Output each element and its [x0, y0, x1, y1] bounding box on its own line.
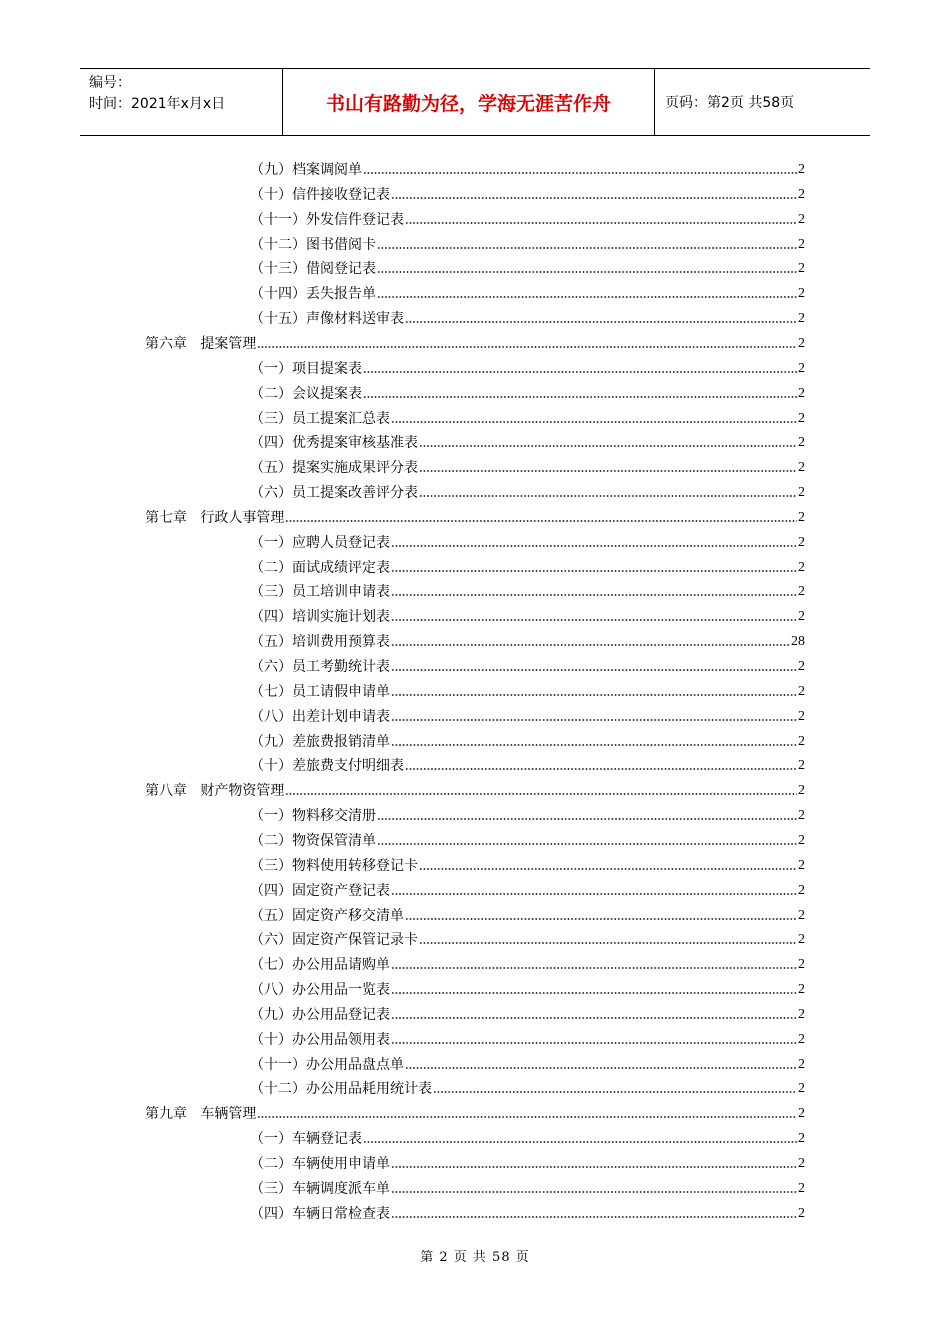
- toc-item-row[interactable]: [250, 558, 805, 578]
- toc-chapter-row[interactable]: [145, 334, 805, 354]
- toc-entry-page-number: 2: [798, 683, 805, 699]
- document-number-label: 编号：: [89, 75, 131, 91]
- toc-dot-leader: [419, 867, 797, 871]
- toc-entry-page-number: 2: [798, 1180, 805, 1196]
- toc-dot-leader: [391, 1016, 797, 1020]
- toc-dot-leader: [391, 569, 797, 573]
- toc-entry-title: （十一）办公用品盘点单: [250, 1056, 404, 1073]
- toc-entry-title: （一）应聘人员登记表: [250, 534, 390, 551]
- toc-dot-leader: [391, 1041, 797, 1045]
- toc-item-row[interactable]: [250, 185, 805, 205]
- toc-item-row[interactable]: [250, 1129, 805, 1149]
- toc-entry-title: （一）物料移交清册: [250, 808, 376, 825]
- toc-dot-leader: [377, 270, 797, 274]
- toc-dot-leader: [391, 1165, 797, 1169]
- toc-entry-page-number: 2: [798, 385, 805, 401]
- toc-chapter-row[interactable]: [145, 781, 805, 801]
- toc-entry-page-number: 2: [798, 758, 805, 774]
- toc-entry-page-number: 2: [798, 509, 805, 525]
- toc-chapter-row[interactable]: [145, 1104, 805, 1124]
- header-motto: 书山有路勤为径，学海无涯苦作舟: [283, 69, 655, 135]
- toc-entry-title: （四）培训实施计划表: [250, 609, 390, 626]
- toc-dot-leader: [391, 668, 797, 672]
- toc-dot-leader: [377, 295, 797, 299]
- toc-entry-page-number: 2: [798, 286, 805, 302]
- toc-entry-page-number: 2: [798, 733, 805, 749]
- toc-item-row[interactable]: [250, 259, 805, 279]
- toc-dot-leader: [391, 420, 797, 424]
- toc-item-row[interactable]: [250, 732, 805, 752]
- toc-entry-title: （七）办公用品请购单: [250, 957, 390, 974]
- toc-dot-leader: [391, 693, 797, 697]
- toc-item-row[interactable]: [250, 955, 805, 975]
- toc-entry-title: （三）员工培训申请表: [250, 584, 390, 601]
- toc-item-row[interactable]: [250, 433, 805, 453]
- toc-item-row[interactable]: [250, 1030, 805, 1050]
- header-meta: [80, 69, 283, 135]
- toc-entry-page-number: 2: [798, 659, 805, 674]
- toc-entry-title: （二）会议提案表: [250, 385, 362, 402]
- toc-entry-title: （十五）声像材料送审表: [250, 311, 404, 328]
- toc-entry-title: （六）固定资产保管记录卡: [250, 932, 418, 949]
- toc-entry-title: 第七章 行政人事管理: [145, 509, 285, 526]
- toc-entry-title: （九）差旅费报销清单: [250, 733, 390, 750]
- toc-entry-page-number: 2: [798, 1205, 805, 1221]
- toc-item-row[interactable]: [250, 384, 805, 404]
- toc-entry-page-number: 2: [798, 162, 805, 177]
- toc-entry-page-number: 28: [791, 634, 805, 650]
- toc-dot-leader: [257, 1115, 797, 1119]
- toc-entry-title: （四）车辆日常检查表: [250, 1205, 390, 1222]
- toc-entry-page-number: 2: [798, 907, 805, 923]
- toc-entry-title: （五）培训费用预算表: [250, 634, 390, 651]
- toc-dot-leader: [391, 1215, 797, 1219]
- toc-entry-page-number: 2: [798, 485, 805, 501]
- toc-entry-page-number: 2: [798, 1031, 805, 1047]
- toc-entry-title: （十三）借阅登记表: [250, 261, 376, 278]
- toc-item-row[interactable]: [250, 582, 805, 602]
- toc-entry-title: （三）物料使用转移登记卡: [250, 857, 418, 874]
- page-footer: 第 2 页 共 58 页: [420, 1250, 530, 1265]
- toc-item-row[interactable]: [250, 309, 805, 329]
- toc-entry-page-number: 2: [798, 1106, 805, 1122]
- toc-dot-leader: [405, 1066, 797, 1070]
- toc-entry-title: （五）固定资产移交清单: [250, 907, 404, 924]
- document-time-label: 时间：2021年x月x日: [89, 96, 226, 112]
- toc-entry-title: （一）项目提案表: [250, 360, 362, 377]
- toc-dot-leader: [391, 1190, 797, 1194]
- toc-item-row[interactable]: [250, 707, 805, 727]
- toc-dot-leader: [391, 718, 797, 722]
- toc-dot-leader: [419, 469, 797, 473]
- header-page-info: 页码：第2页 共58页: [665, 95, 795, 111]
- toc-dot-leader: [285, 792, 797, 796]
- toc-dot-leader: [391, 618, 797, 622]
- toc-entry-page-number: 2: [798, 857, 805, 873]
- toc-entry-title: （十）办公用品领用表: [250, 1031, 390, 1048]
- toc-entry-page-number: 2: [798, 211, 805, 227]
- toc-dot-leader: [363, 171, 797, 175]
- toc-entry-page-number: 2: [798, 957, 805, 973]
- toc-item-row[interactable]: [250, 856, 805, 876]
- toc-dot-leader: [363, 370, 797, 374]
- toc-entry-page-number: 2: [798, 311, 805, 327]
- toc-dot-leader: [391, 196, 797, 200]
- toc-entry-page-number: 2: [798, 360, 805, 376]
- toc-dot-leader: [419, 941, 797, 945]
- toc-entry-title: （三）车辆调度派车单: [250, 1180, 390, 1197]
- toc-entry-page-number: 2: [798, 261, 805, 277]
- toc-entry-title: （十二）办公用品耗用统计表: [250, 1081, 432, 1098]
- toc-item-row[interactable]: [250, 1005, 805, 1025]
- toc-dot-leader: [391, 593, 797, 597]
- toc-dot-leader: [363, 395, 797, 399]
- toc-entry-page-number: 2: [798, 932, 805, 948]
- toc-dot-leader: [391, 892, 797, 896]
- toc-entry-page-number: 2: [798, 410, 805, 426]
- toc-item-row[interactable]: [250, 682, 805, 702]
- toc-entry-page-number: 2: [798, 708, 805, 724]
- toc-entry-page-number: 2: [798, 832, 805, 848]
- toc-entry-page-number: 2: [798, 1006, 805, 1022]
- toc-entry-page-number: 2: [798, 783, 805, 799]
- toc-entry-page-number: 2: [798, 982, 805, 998]
- toc-item-row[interactable]: [250, 1204, 805, 1224]
- toc-item-row[interactable]: [250, 756, 805, 776]
- toc-entry-title: （六）员工提案改善评分表: [250, 485, 418, 502]
- toc-item-row[interactable]: [250, 1079, 805, 1099]
- toc-entry-title: （九）档案调阅单: [250, 162, 362, 178]
- toc-dot-leader: [285, 519, 797, 523]
- toc-item-row[interactable]: [250, 831, 805, 851]
- toc-item-row[interactable]: [250, 1154, 805, 1174]
- toc-item-row[interactable]: [250, 657, 805, 677]
- toc-dot-leader: [405, 221, 797, 225]
- toc-entry-title: （三）员工提案汇总表: [250, 410, 390, 427]
- toc-dot-leader: [257, 345, 797, 349]
- toc-item-row[interactable]: [250, 607, 805, 627]
- toc-item-row[interactable]: [250, 980, 805, 1000]
- toc-entry-title: 第六章 提案管理: [145, 335, 257, 352]
- toc-entry-page-number: 2: [798, 1156, 805, 1171]
- toc-dot-leader: [391, 966, 797, 970]
- toc-entry-page-number: 2: [798, 1081, 805, 1097]
- toc-item-row[interactable]: [250, 632, 805, 652]
- toc-item-row[interactable]: [250, 1055, 805, 1075]
- toc-entry-title: （十一）外发信件登记表: [250, 211, 404, 228]
- toc-item-row[interactable]: [250, 930, 805, 950]
- toc-item-row[interactable]: [250, 284, 805, 304]
- toc-entry-title: （九）办公用品登记表: [250, 1006, 390, 1023]
- toc-entry-page-number: 2: [798, 460, 805, 476]
- toc-item-row[interactable]: [250, 483, 805, 503]
- toc-dot-leader: [391, 643, 790, 647]
- toc-dot-leader: [363, 1140, 797, 1144]
- toc-item-row[interactable]: [250, 1179, 805, 1199]
- toc-dot-leader: [377, 817, 797, 821]
- toc-item-row[interactable]: [250, 806, 805, 826]
- toc-item-row[interactable]: [250, 906, 805, 926]
- toc-entry-title: （四）固定资产登记表: [250, 882, 390, 899]
- toc-dot-leader: [391, 991, 797, 995]
- toc-entry-title: （六）员工考勤统计表: [250, 659, 390, 675]
- toc-entry-title: 第九章 车辆管理: [145, 1106, 257, 1123]
- toc-dot-leader: [419, 444, 797, 448]
- toc-entry-page-number: 2: [798, 1056, 805, 1072]
- toc-item-row[interactable]: [250, 458, 805, 478]
- toc-entry-title: （十）差旅费支付明细表: [250, 758, 404, 775]
- toc-entry-page-number: 2: [798, 186, 805, 202]
- toc-entry-page-number: 2: [798, 609, 805, 625]
- toc-dot-leader: [419, 494, 797, 498]
- toc-entry-title: 第八章 财产物资管理: [145, 783, 285, 800]
- toc-entry-title: （二）车辆使用申请单: [250, 1156, 390, 1172]
- page-header: [80, 68, 870, 136]
- toc-entry-page-number: 2: [798, 534, 805, 550]
- toc-chapter-row[interactable]: [145, 508, 805, 528]
- toc-item-row[interactable]: [250, 359, 805, 379]
- toc-entry-page-number: 2: [798, 808, 805, 824]
- toc-entry-title: （十二）图书借阅卡: [250, 236, 376, 253]
- toc-entry-page-number: 2: [798, 882, 805, 898]
- toc-dot-leader: [405, 767, 797, 771]
- toc-item-row[interactable]: [250, 160, 805, 180]
- toc-entry-title: （二）物资保管清单: [250, 832, 376, 849]
- toc-entry-page-number: 2: [798, 559, 805, 575]
- toc-item-row[interactable]: [250, 210, 805, 230]
- toc-dot-leader: [377, 842, 797, 846]
- toc-item-row[interactable]: [250, 881, 805, 901]
- toc-entry-title: （十）信件接收登记表: [250, 186, 390, 203]
- toc-entry-title: （五）提案实施成果评分表: [250, 460, 418, 477]
- toc-entry-title: （七）员工请假申请单: [250, 683, 390, 700]
- toc-entry-title: （一）车辆登记表: [250, 1131, 362, 1148]
- toc-entry-page-number: 2: [798, 335, 805, 351]
- toc-entry-page-number: 2: [798, 584, 805, 600]
- toc-dot-leader: [391, 743, 797, 747]
- toc-item-row[interactable]: [250, 409, 805, 429]
- toc-dot-leader: [377, 246, 797, 250]
- toc-entry-title: （四）优秀提案审核基准表: [250, 435, 418, 452]
- toc-dot-leader: [405, 917, 797, 921]
- toc-dot-leader: [391, 544, 797, 548]
- toc-entry-title: （八）出差计划申请表: [250, 708, 390, 725]
- toc-item-row[interactable]: [250, 533, 805, 553]
- toc-entry-title: （十四）丢失报告单: [250, 286, 376, 303]
- toc-entry-page-number: 2: [798, 435, 805, 451]
- toc-dot-leader: [405, 320, 797, 324]
- toc-entry-page-number: 2: [798, 1131, 805, 1147]
- toc-entry-title: （二）面试成绩评定表: [250, 559, 390, 576]
- toc-item-row[interactable]: [250, 235, 805, 255]
- toc-entry-page-number: 2: [798, 236, 805, 252]
- toc-entry-title: （八）办公用品一览表: [250, 982, 390, 999]
- toc-dot-leader: [433, 1090, 797, 1094]
